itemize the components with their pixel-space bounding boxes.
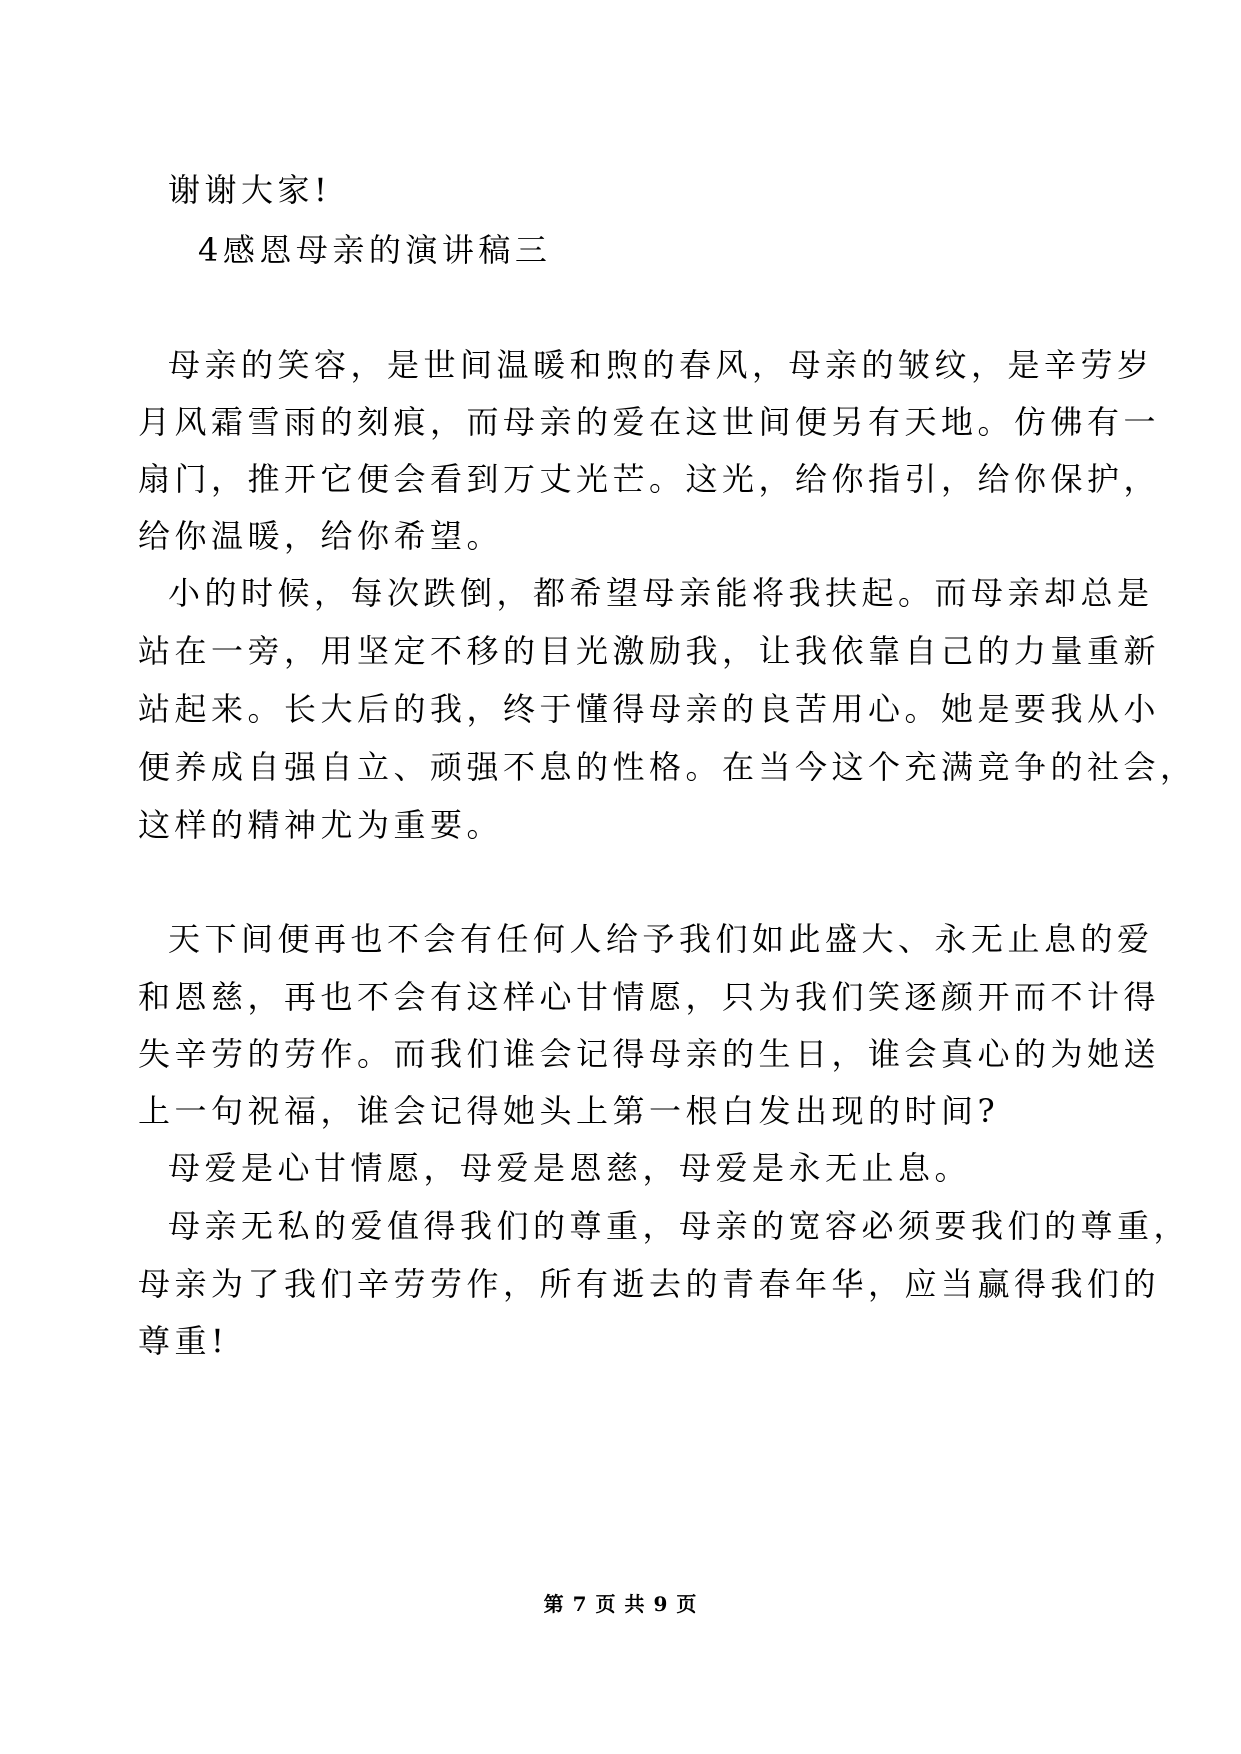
paragraph-line: 便养成自强自立、顽强不息的性格。在当今这个充满竞争的社会， [138,748,1197,786]
paragraph-line: 母亲为了我们辛劳劳作，所有逝去的青春年华，应当赢得我们的 [138,1265,1161,1303]
paragraph-line: 失辛劳的劳作。而我们谁会记得母亲的生日，谁会真心的为她送 [138,1035,1161,1073]
paragraph-line: 母爱是心甘情愿，母爱是恩慈，母爱是永无止息。 [168,1149,972,1187]
paragraph-line: 尊重! [138,1322,229,1360]
page-number-footer: 第 7 页 共 9 页 [543,1592,698,1616]
closing-thanks: 谢谢大家! [168,171,332,209]
section-heading: 4感恩母亲的演讲稿三 [198,231,552,269]
paragraph-line: 站起来。长大后的我，终于懂得母亲的良苦用心。她是要我从小 [138,690,1161,728]
paragraph-line: 上一句祝福，谁会记得她头上第一根白发出现的时间? [138,1092,1000,1130]
paragraph-line: 天下间便再也不会有任何人给予我们如此盛大、永无止息的爱 [168,920,1154,958]
paragraph-line: 给你温暖，给你希望。 [138,517,504,555]
paragraph-line: 母亲无私的爱值得我们的尊重，母亲的宽容必须要我们的尊重， [168,1207,1191,1245]
paragraph-line: 站在一旁，用坚定不移的目光激励我，让我依靠自己的力量重新 [138,632,1161,670]
paragraph-line: 扇门，推开它便会看到万丈光芒。这光，给你指引，给你保护， [138,460,1161,498]
paragraph-line: 母亲的笑容，是世间温暖和煦的春风，母亲的皱纹，是辛劳岁 [168,346,1154,384]
paragraph-line: 小的时候，每次跌倒，都希望母亲能将我扶起。而母亲却总是 [168,574,1154,612]
paragraph-line: 和恩慈，再也不会有这样心甘情愿，只为我们笑逐颜开而不计得 [138,978,1161,1016]
paragraph-line: 月风霜雪雨的刻痕，而母亲的爱在这世间便另有天地。仿佛有一 [138,403,1161,441]
paragraph-line: 这样的精神尤为重要。 [138,806,504,844]
